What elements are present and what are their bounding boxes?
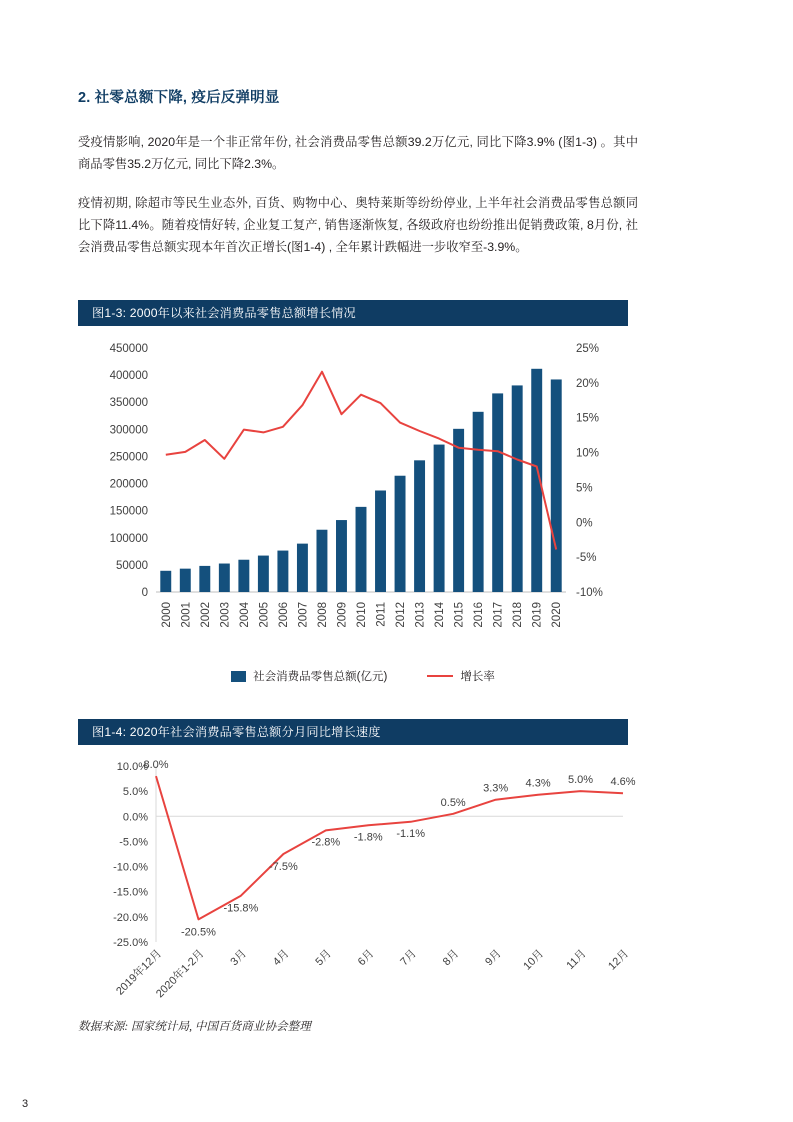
svg-text:4.3%: 4.3% (525, 777, 551, 790)
svg-text:2000: 2000 (160, 602, 173, 628)
svg-text:2020: 2020 (551, 602, 564, 628)
svg-text:2001: 2001 (180, 602, 193, 628)
svg-text:2012: 2012 (395, 602, 408, 628)
svg-text:-2.8%: -2.8% (311, 836, 341, 849)
svg-text:2017: 2017 (492, 602, 505, 628)
svg-text:5%: 5% (576, 482, 593, 495)
svg-text:2010: 2010 (356, 602, 368, 628)
svg-text:-10%: -10% (576, 587, 603, 599)
svg-text:0: 0 (141, 587, 148, 599)
page-left-margin (0, 0, 22, 1122)
figure-1-4-caption: 图1-4: 2020年社会消费品零售总额分月同比增长速度 (78, 719, 628, 745)
svg-text:-20.5%: -20.5% (181, 926, 216, 939)
svg-text:100000: 100000 (109, 532, 148, 545)
svg-text:-1.1%: -1.1% (396, 827, 426, 840)
legend-swatch-bar-icon (231, 671, 246, 682)
svg-text:2015: 2015 (453, 602, 466, 628)
svg-text:20%: 20% (576, 377, 600, 390)
paragraph-1: 受疫情影响, 2020年是一个非正常年份, 社会消费品零售总额39.2万亿元, 同比下降3.9% (图1-3) 。其中商品零售35.2万亿元, 同比下降2.3%。 (78, 135, 638, 171)
chart-1-4-svg (78, 752, 648, 1007)
svg-text:-7.5%: -7.5% (268, 861, 298, 873)
svg-text:2004: 2004 (238, 602, 251, 628)
svg-text:250000: 250000 (109, 451, 148, 464)
page-number: 3 (22, 1098, 29, 1110)
svg-text:200000: 200000 (109, 478, 148, 491)
svg-text:300000: 300000 (109, 424, 148, 437)
svg-text:4月: 4月 (270, 947, 292, 969)
svg-text:2019年12月: 2019年12月 (114, 947, 165, 998)
svg-text:2018: 2018 (512, 602, 525, 628)
svg-text:10月: 10月 (521, 947, 547, 973)
svg-text:-5%: -5% (576, 552, 597, 565)
legend-label-bars: 社会消费品零售总额(亿元) (253, 671, 388, 683)
figure-1-3-caption: 图1-3: 2000年以来社会消费品零售总额增长情况 (78, 300, 628, 326)
svg-text:2009: 2009 (336, 602, 349, 628)
chart-figure-1-4 (78, 752, 648, 1012)
svg-text:10.0%: 10.0% (116, 761, 148, 773)
svg-text:2002: 2002 (199, 602, 212, 628)
svg-text:3月: 3月 (228, 947, 250, 969)
svg-text:12月: 12月 (606, 947, 632, 973)
svg-text:2005: 2005 (258, 602, 271, 628)
svg-text:-1.8%: -1.8% (353, 831, 383, 844)
svg-text:2011: 2011 (375, 602, 388, 627)
svg-text:15%: 15% (576, 412, 600, 425)
svg-text:50000: 50000 (116, 559, 148, 572)
svg-text:7月: 7月 (398, 947, 419, 969)
svg-text:3.3%: 3.3% (483, 782, 509, 795)
svg-text:0%: 0% (576, 517, 593, 530)
svg-text:0.5%: 0.5% (440, 796, 466, 809)
svg-text:-5.0%: -5.0% (119, 836, 148, 849)
svg-text:2016: 2016 (473, 602, 486, 628)
svg-text:5.0%: 5.0% (122, 786, 148, 799)
chart-1-3-svg (78, 334, 648, 674)
svg-text:2008: 2008 (316, 602, 329, 628)
source-note: 数据来源: 国家统计局, 中国百货商业协会整理 (78, 1020, 311, 1033)
svg-text:0.0%: 0.0% (122, 811, 148, 824)
chart-figure-1-3 (78, 334, 648, 704)
svg-text:-15.0%: -15.0% (113, 886, 148, 899)
svg-text:2003: 2003 (219, 602, 232, 628)
svg-text:450000: 450000 (109, 343, 148, 355)
svg-text:5.0%: 5.0% (568, 774, 594, 787)
legend-swatch-line-icon (427, 675, 453, 677)
svg-text:25%: 25% (576, 343, 600, 355)
svg-text:-20.0%: -20.0% (113, 911, 148, 924)
svg-text:4.6%: 4.6% (610, 776, 636, 789)
page-title: 2. 社零总额下降, 疫后反弹明显 (78, 90, 280, 106)
svg-text:350000: 350000 (109, 397, 148, 410)
svg-text:2019: 2019 (531, 602, 544, 628)
svg-text:2013: 2013 (414, 602, 427, 628)
legend-label-line: 增长率 (460, 671, 495, 683)
svg-text:11月: 11月 (564, 947, 589, 972)
svg-text:150000: 150000 (109, 505, 148, 518)
svg-text:-15.8%: -15.8% (223, 902, 259, 915)
chart-1-3-legend (78, 668, 648, 684)
svg-text:5月: 5月 (313, 947, 334, 969)
svg-text:6月: 6月 (355, 947, 377, 969)
svg-text:2014: 2014 (434, 602, 447, 628)
svg-text:10%: 10% (576, 447, 600, 460)
svg-text:-10.0%: -10.0% (113, 861, 148, 874)
svg-text:-25.0%: -25.0% (113, 937, 148, 949)
svg-text:2006: 2006 (277, 602, 290, 628)
svg-text:8月: 8月 (440, 947, 462, 969)
svg-text:2007: 2007 (297, 602, 310, 628)
paragraph-2: 疫情初期, 除超市等民生业态外, 百货、购物中心、奥特莱斯等纷纷停业, 上半年社会消费品零售总额同比下降11.4%。随着疫情好转, 企业复工复产, 销售逐渐恢复, 各级政府也纷纷推出促销费政策, 8月份, 社会消费品零售总额实现本年首次正增长(图1-4) , 全年累计跌幅进一步收窄至-3.9%。 (78, 196, 638, 254)
legend-item-bars (231, 668, 387, 684)
legend-item-line (427, 668, 495, 684)
svg-text:8.0%: 8.0% (143, 759, 169, 772)
svg-text:2020年1-2月: 2020年1-2月 (153, 947, 207, 1001)
svg-text:400000: 400000 (109, 370, 148, 383)
svg-text:9月: 9月 (483, 947, 504, 969)
